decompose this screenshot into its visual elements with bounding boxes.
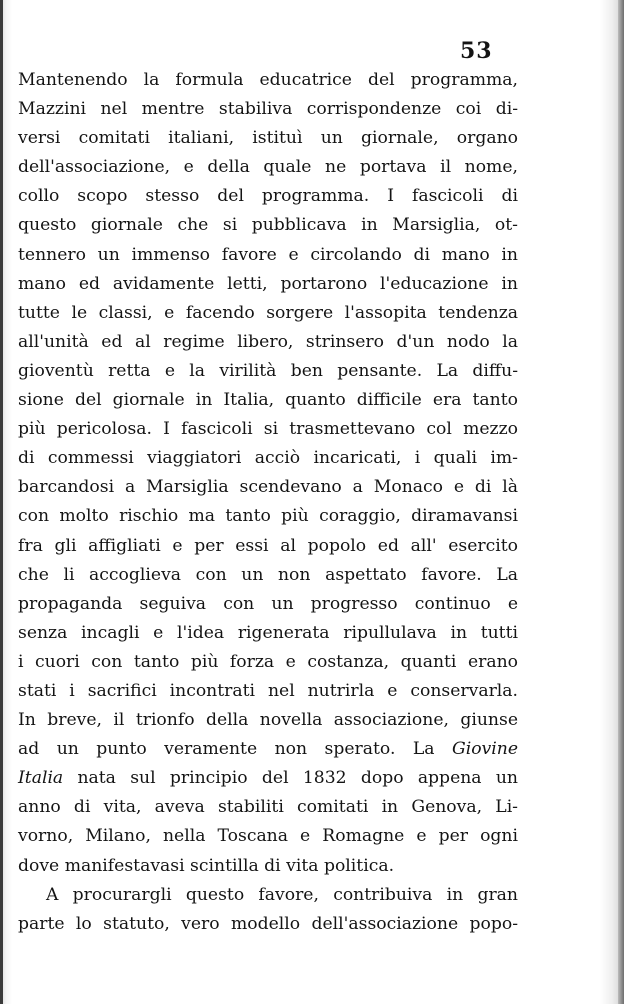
paragraph-1 xyxy=(18,66,518,881)
text-line: questo giornale che si pubblicava in Marsiglia, ot- xyxy=(18,215,518,236)
text-line: tennero un immenso favore e circolando di mano in xyxy=(18,244,518,265)
text-line: dove manifestavasi scintilla di vita politica. xyxy=(18,855,395,876)
italic-phrase: Giovine xyxy=(451,739,519,760)
text-line: Mantenendo la formula educatrice del programma, xyxy=(18,70,518,90)
text-line: stati i sacrifici incontrati nel nutrirla e conservarla. xyxy=(18,680,518,701)
text-line: anno di vita, aveva stabiliti comitati in Genova, Li- xyxy=(18,797,518,818)
text-line: versi comitati italiani, istituì un giornale, organo xyxy=(18,128,518,149)
text-line: In breve, il trionfo della novella associazione, giunse xyxy=(18,710,518,731)
text-line: barcandosi a Marsiglia scendevano a Monaco e di là xyxy=(18,477,518,498)
text-line: sione del giornale in Italia, quanto difficile era tanto xyxy=(18,390,518,411)
text-line: tutte le classi, e facendo sorgere l'assopita tendenza xyxy=(18,302,518,323)
text-line: mano ed avidamente letti, portarono l'educazione in xyxy=(18,273,518,294)
text-line: gioventù retta e la virilità ben pensante. La diffu- xyxy=(18,360,518,381)
text-line-with-italic: ad un punto veramente non sperato. La Giovine xyxy=(18,739,519,760)
text-line: dell'associazione, e della quale ne portava il nome, xyxy=(18,157,518,178)
paragraph-2 xyxy=(18,881,518,939)
page-number: 53 xyxy=(460,38,493,64)
text-line: propaganda seguiva con un progresso continuo e xyxy=(18,593,518,614)
text-line: A procurargli questo favore, contribuiva in gran xyxy=(46,884,518,905)
text-line: di commessi viaggiatori acciò incaricati, i quali im- xyxy=(18,448,518,469)
text-line: vorno, Milano, nella Toscana e Romagne e per ogni xyxy=(18,826,518,847)
italic-phrase: Italia xyxy=(18,768,64,789)
page-right-edge xyxy=(618,0,624,1004)
text-line: parte lo statuto, vero modello dell'associazione popo- xyxy=(18,913,518,934)
text-line: più pericolosa. I fascicoli si trasmettevano col mezzo xyxy=(18,419,518,440)
text-line: con molto rischio ma tanto più coraggio, diramavansi xyxy=(18,506,518,527)
text-line: collo scopo stesso del programma. I fascicoli di xyxy=(18,186,518,207)
text-line: i cuori con tanto più forza e costanza, quanti erano xyxy=(18,651,518,672)
text-line: all'unità ed al regime libero, strinsero d'un nodo la xyxy=(18,331,518,352)
text-line: che li accoglieva con un non aspettato favore. La xyxy=(18,564,518,585)
page-left-edge xyxy=(0,0,3,1004)
text-line-with-italic: Italia nata sul principio del 1832 dopo appena un xyxy=(18,768,518,789)
text-line: fra gli affigliati e per essi al popolo ed all' esercito xyxy=(18,535,518,556)
text-line: senza incagli e l'idea rigenerata ripullulava in tutti xyxy=(18,622,518,643)
text-line: Mazzini nel mentre stabiliva corrispondenze coi di- xyxy=(18,99,518,120)
body-text xyxy=(18,66,518,939)
